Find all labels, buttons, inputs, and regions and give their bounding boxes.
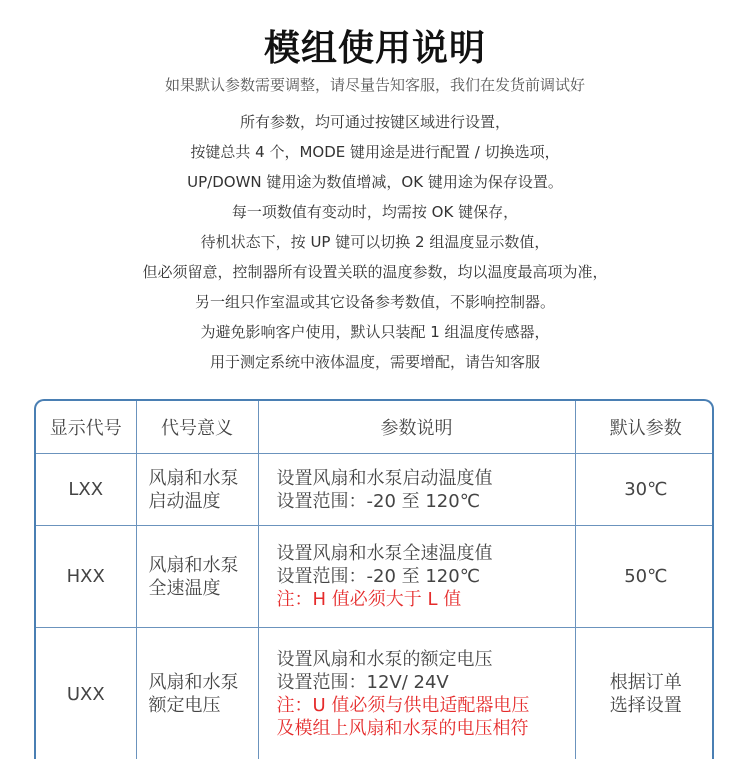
table-row xyxy=(36,454,714,526)
table-header-row xyxy=(36,401,714,454)
table-row xyxy=(36,526,714,628)
note-line: 所有参数，均可通过按键区域进行设置， xyxy=(0,107,750,137)
desc-line: 设置风扇和水泵启动温度值 xyxy=(277,467,574,490)
parameter-table xyxy=(34,399,714,759)
cell-meaning xyxy=(136,454,258,526)
default-line: 50℃ xyxy=(577,565,715,588)
default-line: 30℃ xyxy=(577,478,715,501)
note-line: 为避免影响客户使用，默认只装配 1 组温度传感器， xyxy=(0,317,750,347)
cell-code: LXX xyxy=(36,454,136,526)
page-subtitle: 如果默认参数需要调整，请尽量告知客服，我们在发货前调试好 xyxy=(0,74,750,95)
header-description: 参数说明 xyxy=(258,401,575,454)
table-row xyxy=(36,628,714,759)
default-line: 选择设置 xyxy=(577,694,715,717)
note-line: 用于测定系统中液体温度，需要增配，请告知客服 xyxy=(0,347,750,377)
cell-meaning xyxy=(136,526,258,628)
meaning-line: 全速温度 xyxy=(149,577,257,600)
cell-meaning xyxy=(136,628,258,759)
cell-default xyxy=(575,454,714,526)
desc-line: 设置风扇和水泵全速温度值 xyxy=(277,542,574,565)
page-title: 模组使用说明 xyxy=(0,20,750,71)
desc-line: 设置风扇和水泵的额定电压 xyxy=(277,648,574,671)
cell-code: HXX xyxy=(36,526,136,628)
header-meaning: 代号意义 xyxy=(136,401,258,454)
note-line: 但必须留意，控制器所有设置关联的温度参数，均以温度最高项为准， xyxy=(0,257,750,287)
meaning-line: 风扇和水泵 xyxy=(149,467,257,490)
warning-note: 及模组上风扇和水泵的电压相符 xyxy=(277,717,574,740)
note-line: UP/DOWN 键用途为数值增减，OK 键用途为保存设置。 xyxy=(0,167,750,197)
cell-code: UXX xyxy=(36,628,136,759)
cell-default xyxy=(575,526,714,628)
warning-note: 注：H 值必须大于 L 值 xyxy=(277,588,574,611)
meaning-line: 启动温度 xyxy=(149,490,257,513)
header-code: 显示代号 xyxy=(36,401,136,454)
warning-note: 注：U 值必须与供电适配器电压 xyxy=(277,694,574,717)
note-line: 待机状态下，按 UP 键可以切换 2 组温度显示数值， xyxy=(0,227,750,257)
note-line: 每一项数值有变动时，均需按 OK 键保存， xyxy=(0,197,750,227)
desc-line: 设置范围：12V/ 24V xyxy=(277,671,574,694)
desc-line: 设置范围：-20 至 120℃ xyxy=(277,565,574,588)
meaning-line: 额定电压 xyxy=(149,694,257,717)
meaning-line: 风扇和水泵 xyxy=(149,671,257,694)
note-line: 另一组只作室温或其它设备参考数值，不影响控制器。 xyxy=(0,287,750,317)
instruction-notes xyxy=(0,107,750,377)
default-line: 根据订单 xyxy=(577,671,715,694)
cell-description xyxy=(258,526,575,628)
desc-line: 设置范围：-20 至 120℃ xyxy=(277,490,574,513)
cell-default xyxy=(575,628,714,759)
meaning-line: 风扇和水泵 xyxy=(149,554,257,577)
header-default: 默认参数 xyxy=(575,401,714,454)
cell-description xyxy=(258,454,575,526)
cell-description xyxy=(258,628,575,759)
note-line: 按键总共 4 个，MODE 键用途是进行配置 / 切换选项， xyxy=(0,137,750,167)
